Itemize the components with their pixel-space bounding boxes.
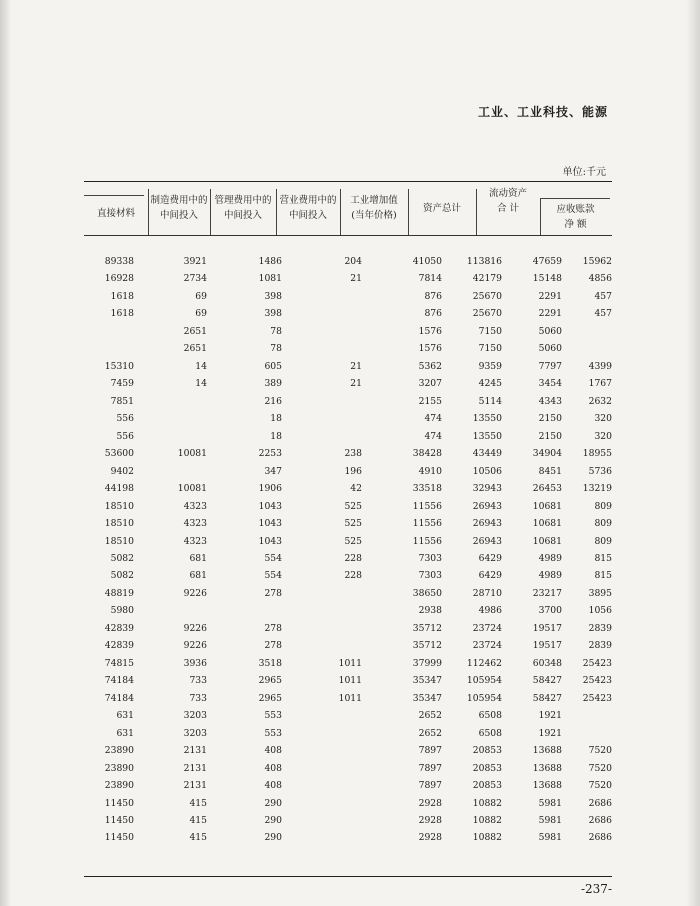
col-header-management-inputs <box>210 181 276 235</box>
table-cell: 5981 <box>538 797 562 809</box>
table-cell: 2291 <box>538 308 562 320</box>
table-cell: 5082 <box>110 552 134 564</box>
table-cell: 4399 <box>588 360 612 372</box>
table-row <box>84 254 612 271</box>
table-cell: 2965 <box>258 692 282 704</box>
table-cell: 6508 <box>478 727 502 739</box>
table-cell: 2131 <box>183 762 207 774</box>
table-cell: 35347 <box>412 675 442 687</box>
table-cell: 10681 <box>532 535 562 547</box>
table-cell: 8451 <box>538 465 562 477</box>
table-cell: 13688 <box>532 745 562 757</box>
table-cell: 20853 <box>472 780 502 792</box>
table-cell: 26453 <box>532 483 562 495</box>
table-cell: 7897 <box>418 745 442 757</box>
table-cell: 38428 <box>412 448 442 460</box>
table-cell: 7897 <box>418 762 442 774</box>
table-row <box>84 481 612 498</box>
col-header-label: 资产总计 <box>422 202 461 214</box>
table-cell: 1576 <box>418 343 442 355</box>
table-cell: 69 <box>195 290 207 302</box>
table-cell: 25670 <box>472 308 502 320</box>
table-cell: 2839 <box>588 622 612 634</box>
table-cell: 9359 <box>478 360 502 372</box>
table-row <box>84 568 612 585</box>
table-cell: 474 <box>424 430 442 442</box>
table-cell: 18510 <box>104 500 134 512</box>
table-cell: 16928 <box>104 273 134 285</box>
table-cell: 25423 <box>582 692 612 704</box>
table-row <box>84 656 612 673</box>
table-cell: 38650 <box>412 587 442 599</box>
table-cell: 47659 <box>532 256 562 267</box>
col-header-total-assets <box>408 181 476 235</box>
table-row <box>84 621 612 638</box>
table-cell: 278 <box>264 587 282 599</box>
table-cell: 14 <box>195 378 207 390</box>
table-cell: 7897 <box>418 780 442 792</box>
table-cell: 228 <box>344 552 362 564</box>
table-cell: 398 <box>264 290 282 302</box>
table-cell: 2131 <box>183 745 207 757</box>
table-cell: 5981 <box>538 815 562 826</box>
table-cell: 457 <box>594 290 612 302</box>
table-row <box>84 271 612 288</box>
table-cell: 1576 <box>418 325 442 337</box>
table-cell: 78 <box>270 343 282 355</box>
table-row <box>84 376 612 393</box>
table-cell: 10506 <box>472 465 502 477</box>
table-cell: 1767 <box>588 378 612 390</box>
table-cell: 33518 <box>412 483 442 495</box>
table-cell: 876 <box>424 290 442 302</box>
running-header: 工业、工业科技、能源 <box>477 105 608 119</box>
table-cell: 11450 <box>104 797 134 809</box>
table-cell: 2928 <box>418 832 442 844</box>
table-row <box>84 306 612 323</box>
table-cell: 733 <box>189 692 207 704</box>
table-cell: 1906 <box>258 483 282 495</box>
table-cell: 525 <box>344 535 362 547</box>
table-bottom-rule <box>84 876 612 877</box>
table-cell: 105954 <box>466 675 502 687</box>
table-cell: 605 <box>264 360 282 372</box>
table-cell: 398 <box>264 308 282 320</box>
table-cell: 15962 <box>582 256 612 267</box>
table-cell: 34904 <box>532 448 562 460</box>
table-cell: 18510 <box>104 535 134 547</box>
table-row <box>84 691 612 708</box>
table-cell: 415 <box>189 797 207 809</box>
table-cell: 2651 <box>183 325 207 337</box>
table-cell: 1011 <box>338 675 362 687</box>
table-cell: 18955 <box>582 448 612 460</box>
table-cell: 15310 <box>104 360 134 372</box>
table-row <box>84 761 612 778</box>
table-cell: 42179 <box>472 273 502 285</box>
table-cell: 1043 <box>258 500 282 512</box>
table-cell: 5736 <box>588 465 612 477</box>
table-row <box>84 603 612 620</box>
table-body <box>84 254 612 848</box>
table-cell: 3207 <box>418 378 442 390</box>
table-cell: 7459 <box>110 378 134 390</box>
table-cell: 2652 <box>418 727 442 739</box>
table-cell: 7797 <box>538 360 562 372</box>
table-cell: 6508 <box>478 710 502 722</box>
col-header-label: 营业费用中的 中间投入 <box>279 195 337 221</box>
table-cell: 2131 <box>183 780 207 792</box>
table-cell: 290 <box>264 797 282 809</box>
table-cell: 3203 <box>183 710 207 722</box>
table-cell: 1921 <box>538 710 562 722</box>
table-cell: 42839 <box>104 622 134 634</box>
table-cell: 290 <box>264 815 282 826</box>
table-cell: 5082 <box>110 570 134 582</box>
table-cell: 2632 <box>588 395 612 407</box>
table-cell: 2150 <box>538 413 562 425</box>
table-cell: 525 <box>344 500 362 512</box>
table-cell: 1486 <box>258 256 282 267</box>
table-cell: 58427 <box>532 692 562 704</box>
table-cell: 4323 <box>183 535 207 547</box>
table-cell: 18 <box>270 430 282 442</box>
table-cell: 1081 <box>258 273 282 285</box>
table-cell: 11556 <box>412 535 442 547</box>
table-row <box>84 726 612 743</box>
table-cell: 815 <box>594 552 612 564</box>
table-row <box>84 446 612 463</box>
table-cell: 1618 <box>110 290 134 302</box>
table-row <box>84 778 612 795</box>
table-row <box>84 411 612 428</box>
col-header-label: 应收账款 净 额 <box>556 204 595 230</box>
table-cell: 23724 <box>472 640 502 652</box>
table-cell: 10681 <box>532 500 562 512</box>
table-cell: 25670 <box>472 290 502 302</box>
table-cell: 2291 <box>538 290 562 302</box>
table-cell: 58427 <box>532 675 562 687</box>
table-cell: 7520 <box>588 745 612 757</box>
table-cell: 21 <box>350 378 362 390</box>
table-cell: 10081 <box>177 483 207 495</box>
table-cell: 23890 <box>104 762 134 774</box>
table-cell: 2651 <box>183 343 207 355</box>
table-header-rule <box>84 235 612 236</box>
col-header-value-added <box>340 181 408 235</box>
table-cell: 9226 <box>183 640 207 652</box>
table-row <box>84 673 612 690</box>
table-cell: 2155 <box>418 395 442 407</box>
table-cell: 631 <box>116 727 134 739</box>
table-cell: 9226 <box>183 622 207 634</box>
table-cell: 10882 <box>472 832 502 844</box>
table-cell: 41050 <box>412 256 442 267</box>
table-cell: 556 <box>116 413 134 425</box>
table-cell: 44198 <box>104 483 134 495</box>
table-row <box>84 743 612 760</box>
table-cell: 347 <box>264 465 282 477</box>
table-cell: 408 <box>264 780 282 792</box>
table-row <box>84 359 612 376</box>
table-cell: 809 <box>594 518 612 530</box>
table-cell: 216 <box>264 395 282 407</box>
table-cell: 11450 <box>104 815 134 826</box>
table-row <box>84 394 612 411</box>
table-cell: 42 <box>350 483 362 495</box>
table-cell: 4910 <box>418 465 442 477</box>
table-cell: 1618 <box>110 308 134 320</box>
table-cell: 389 <box>264 378 282 390</box>
table-cell: 733 <box>189 675 207 687</box>
table-cell: 320 <box>594 413 612 425</box>
table-cell: 1043 <box>258 535 282 547</box>
table-cell: 69 <box>195 308 207 320</box>
table-cell: 25423 <box>582 657 612 669</box>
table-cell: 553 <box>264 727 282 739</box>
table-cell: 105954 <box>466 692 502 704</box>
table-row <box>84 638 612 655</box>
table-cell: 4323 <box>183 500 207 512</box>
table-cell: 3700 <box>538 605 562 617</box>
table-cell: 48819 <box>104 587 134 599</box>
table-cell: 631 <box>116 710 134 722</box>
table-cell: 21 <box>350 273 362 285</box>
table-cell: 20853 <box>472 762 502 774</box>
table-cell: 7520 <box>588 780 612 792</box>
table-row <box>84 341 612 358</box>
table-cell: 2652 <box>418 710 442 722</box>
table-cell: 415 <box>189 815 207 826</box>
table-cell: 3454 <box>538 378 562 390</box>
table-cell: 14 <box>195 360 207 372</box>
table-cell: 3895 <box>588 587 612 599</box>
table-cell: 4989 <box>538 552 562 564</box>
table-row <box>84 516 612 533</box>
table-cell: 11556 <box>412 500 442 512</box>
table-cell: 2686 <box>588 797 612 809</box>
table-cell: 320 <box>594 430 612 442</box>
table-cell: 20853 <box>472 745 502 757</box>
table-cell: 10081 <box>177 448 207 460</box>
table-cell: 238 <box>344 448 362 460</box>
table-cell: 2734 <box>183 273 207 285</box>
table-cell: 876 <box>424 308 442 320</box>
table-cell: 11556 <box>412 518 442 530</box>
table-cell: 74184 <box>104 692 134 704</box>
table-cell: 78 <box>270 325 282 337</box>
table-cell: 15148 <box>532 273 562 285</box>
table-cell: 60348 <box>532 657 562 669</box>
table-row <box>84 289 612 306</box>
table-cell: 13550 <box>472 430 502 442</box>
table-row <box>84 830 612 847</box>
table-row <box>84 586 612 603</box>
table-cell: 26943 <box>472 500 502 512</box>
table-cell: 74184 <box>104 675 134 687</box>
page-left-edge <box>0 0 10 906</box>
table-cell: 474 <box>424 413 442 425</box>
table-cell: 4856 <box>588 273 612 285</box>
table-row <box>84 534 612 551</box>
table-cell: 408 <box>264 745 282 757</box>
table-cell: 554 <box>264 552 282 564</box>
table-cell: 525 <box>344 518 362 530</box>
table-cell: 23217 <box>532 587 562 599</box>
table-cell: 28710 <box>472 587 502 599</box>
table-cell: 23890 <box>104 780 134 792</box>
col-header-label: 制造费用中的 中间投入 <box>150 195 208 221</box>
table-cell: 2686 <box>588 815 612 826</box>
table-cell: 13688 <box>532 780 562 792</box>
table-cell: 10681 <box>532 518 562 530</box>
table-cell: 2253 <box>258 448 282 460</box>
table-cell: 290 <box>264 832 282 844</box>
table-cell: 1011 <box>338 657 362 669</box>
table-cell: 196 <box>344 465 362 477</box>
table-cell: 35712 <box>412 622 442 634</box>
table-cell: 5060 <box>538 325 562 337</box>
table-row <box>84 499 612 516</box>
table-cell: 25423 <box>582 675 612 687</box>
col-header-label: 管理费用中的 中间投入 <box>214 195 272 221</box>
table-cell: 556 <box>116 430 134 442</box>
table-cell: 7303 <box>418 552 442 564</box>
table-cell: 3518 <box>258 657 282 669</box>
table-cell: 228 <box>344 570 362 582</box>
table-cell: 32943 <box>472 483 502 495</box>
table-cell: 19517 <box>532 640 562 652</box>
table-cell: 809 <box>594 535 612 547</box>
table-cell: 113816 <box>466 256 502 267</box>
table-cell: 6429 <box>478 552 502 564</box>
table-cell: 10882 <box>472 815 502 826</box>
table-cell: 408 <box>264 762 282 774</box>
table-cell: 23724 <box>472 622 502 634</box>
table-cell: 11450 <box>104 832 134 844</box>
table-cell: 2928 <box>418 797 442 809</box>
table-cell: 278 <box>264 622 282 634</box>
page-number: -237- <box>580 882 612 896</box>
table-cell: 681 <box>189 570 207 582</box>
table-cell: 4343 <box>538 395 562 407</box>
table-cell: 204 <box>344 256 362 267</box>
col-header-sales-inputs <box>276 181 340 235</box>
table-cell: 278 <box>264 640 282 652</box>
table-cell: 7814 <box>418 273 442 285</box>
table-cell: 6429 <box>478 570 502 582</box>
table-cell: 35347 <box>412 692 442 704</box>
table-row <box>84 324 612 341</box>
table-cell: 3203 <box>183 727 207 739</box>
table-cell: 53600 <box>104 448 134 460</box>
table-cell: 3921 <box>183 256 207 267</box>
table-cell: 553 <box>264 710 282 722</box>
col-header-receivables <box>540 198 610 235</box>
table-row <box>84 708 612 725</box>
table-cell: 2839 <box>588 640 612 652</box>
table-cell: 7851 <box>110 395 134 407</box>
table-cell: 4323 <box>183 518 207 530</box>
table-cell: 26943 <box>472 535 502 547</box>
table-cell: 815 <box>594 570 612 582</box>
table-cell: 23890 <box>104 745 134 757</box>
unit-label: 单位:千元 <box>562 167 606 178</box>
page-right-edge <box>686 0 700 906</box>
col-header-label: 流动资产 合 计 <box>488 188 527 214</box>
table-cell: 10882 <box>472 797 502 809</box>
col-header-label: 直接材料 <box>96 208 135 219</box>
table-cell: 26943 <box>472 518 502 530</box>
table-cell: 13219 <box>582 483 612 495</box>
col-header-manufacturing-inputs <box>148 181 210 235</box>
table-cell: 1011 <box>338 692 362 704</box>
table-cell: 3936 <box>183 657 207 669</box>
table-cell: 2928 <box>418 815 442 826</box>
table-cell: 1921 <box>538 727 562 739</box>
table-cell: 554 <box>264 570 282 582</box>
table-cell: 2150 <box>538 430 562 442</box>
table-cell: 112462 <box>466 657 502 669</box>
col-header-direct-materials <box>84 181 148 235</box>
table-cell: 7150 <box>478 325 502 337</box>
table-cell: 74815 <box>104 657 134 669</box>
table-cell: 37999 <box>412 657 442 669</box>
table-row <box>84 796 612 813</box>
table-cell: 7150 <box>478 343 502 355</box>
table-cell: 4989 <box>538 570 562 582</box>
table-cell: 5114 <box>478 395 502 407</box>
table-cell: 9226 <box>183 587 207 599</box>
table-cell: 415 <box>189 832 207 844</box>
table-row <box>84 464 612 481</box>
table-cell: 1043 <box>258 518 282 530</box>
table-row <box>84 551 612 568</box>
col-header-current-assets <box>476 181 540 221</box>
table-cell: 5060 <box>538 343 562 355</box>
table-cell: 18510 <box>104 518 134 530</box>
table-cell: 4986 <box>478 605 502 617</box>
table-cell: 2938 <box>418 605 442 617</box>
table-cell: 35712 <box>412 640 442 652</box>
table-cell: 19517 <box>532 622 562 634</box>
table-cell: 7520 <box>588 762 612 774</box>
table-cell: 809 <box>594 500 612 512</box>
table-cell: 5362 <box>418 360 442 372</box>
table-cell: 7303 <box>418 570 442 582</box>
table-cell: 9402 <box>110 465 134 477</box>
table-cell: 13688 <box>532 762 562 774</box>
table-cell: 18 <box>270 413 282 425</box>
table-cell: 42839 <box>104 640 134 652</box>
table-row <box>84 813 612 830</box>
table-cell: 13550 <box>472 413 502 425</box>
table-cell: 1056 <box>588 605 612 617</box>
table-cell: 5980 <box>110 605 134 617</box>
table-cell: 43449 <box>472 448 502 460</box>
col-header-label: 工业增加值 (当年价格) <box>350 195 398 221</box>
table-cell: 4245 <box>478 378 502 390</box>
table-cell: 681 <box>189 552 207 564</box>
table-cell: 457 <box>594 308 612 320</box>
table-cell: 21 <box>350 360 362 372</box>
table-cell: 89338 <box>104 256 134 267</box>
table-cell: 2686 <box>588 832 612 844</box>
table-cell: 2965 <box>258 675 282 687</box>
table-row <box>84 429 612 446</box>
table-cell: 5981 <box>538 832 562 844</box>
